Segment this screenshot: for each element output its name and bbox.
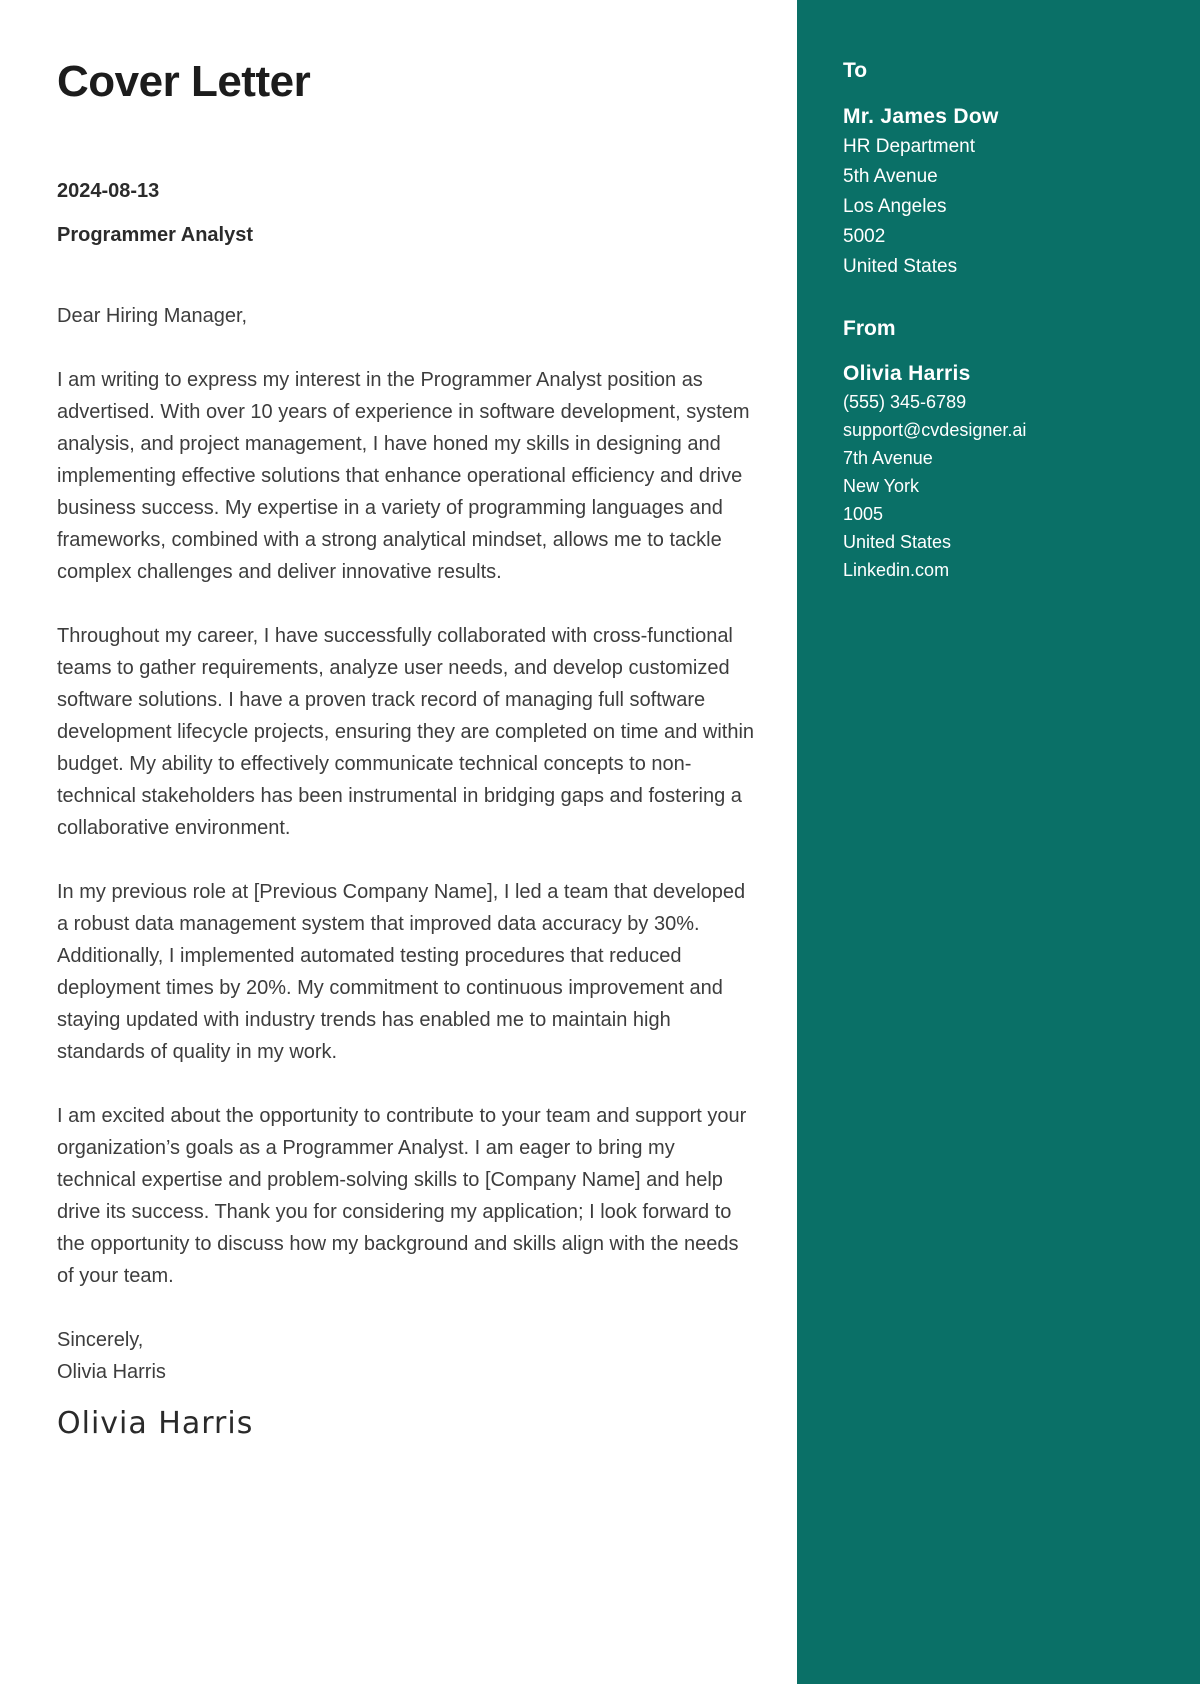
sender-detail-line: New York xyxy=(843,476,920,496)
sender-detail-line: (555) 345-6789 xyxy=(843,392,967,412)
letter-body xyxy=(57,56,757,1442)
to-label: To xyxy=(843,59,868,82)
signature-handwritten: Olivia Harris xyxy=(57,1406,254,1441)
sender-detail-line: 1005 xyxy=(843,504,884,524)
recipient-detail-line: United States xyxy=(843,256,958,277)
sender-detail-line: 7th Avenue xyxy=(843,448,933,468)
sender-name: Olivia Harris xyxy=(57,1361,166,1383)
letter-paragraph: In my previous role at [Previous Company Name], I led a team that developed a robust data management system that improved data accuracy by 30%. Additionally, I implemented automated testing procedures that reduced deployment times by 20%. My commitment to continuous improvement and staying updated with industry trends has enabled me to maintain high standards of quality in my work. xyxy=(57,881,746,1063)
from-label: From xyxy=(843,317,896,340)
letter-date: 2024-08-13 xyxy=(57,180,160,202)
recipient-section xyxy=(843,58,1176,282)
closing: Sincerely, xyxy=(57,1329,144,1351)
sender-details xyxy=(843,388,1176,584)
sender-section xyxy=(843,316,1176,584)
recipient-detail-line: 5002 xyxy=(843,226,886,247)
letter-paragraph: Throughout my career, I have successfully collaborated with cross-functional teams to gather requirements, analyze user needs, and develop customized software solutions. I have a proven track record of managing full software development lifecycle projects, ensuring they are completed on time and within budget. My ability to effectively communicate technical concepts to non-technical stakeholders has been instrumental in bridging gaps and fostering a collaborative environment. xyxy=(57,625,755,839)
letter-paragraph: I am writing to express my interest in the Programmer Analyst position as advertised. With over 10 years of experience in software development, system analysis, and project management, I have honed my skills in designing and implementing effective solutions that enhance operational efficiency and drive business success. My expertise in a variety of programming languages and frameworks, combined with a strong analytical mindset, allows me to tackle complex challenges and deliver innovative results. xyxy=(57,369,750,583)
letter-paragraph: I am excited about the opportunity to contribute to your team and support your organization’s goals as a Programmer Analyst. I am eager to bring my technical expertise and problem-solving skills to [Company Name] and help drive its success. Thank you for considering my application; I look forward to the opportunity to discuss how my background and skills align with the needs of your team. xyxy=(57,1105,747,1287)
recipient-detail-line: Los Angeles xyxy=(843,196,947,217)
recipient-details xyxy=(843,132,1176,282)
sender-detail-line: Linkedin.com xyxy=(843,560,950,580)
salutation: Dear Hiring Manager, xyxy=(57,305,248,327)
job-position: Programmer Analyst xyxy=(57,224,253,246)
contact-sidebar xyxy=(797,0,1200,1684)
recipient-name: Mr. James Dow xyxy=(843,105,999,128)
sender-contact-name: Olivia Harris xyxy=(843,362,971,385)
sender-detail-line: support@cvdesigner.ai xyxy=(843,420,1027,440)
letter-paragraphs xyxy=(57,364,757,1292)
sender-detail-line: United States xyxy=(843,532,952,552)
page-title: Cover Letter xyxy=(57,57,311,106)
recipient-detail-line: 5th Avenue xyxy=(843,166,938,187)
recipient-detail-line: HR Department xyxy=(843,136,975,157)
